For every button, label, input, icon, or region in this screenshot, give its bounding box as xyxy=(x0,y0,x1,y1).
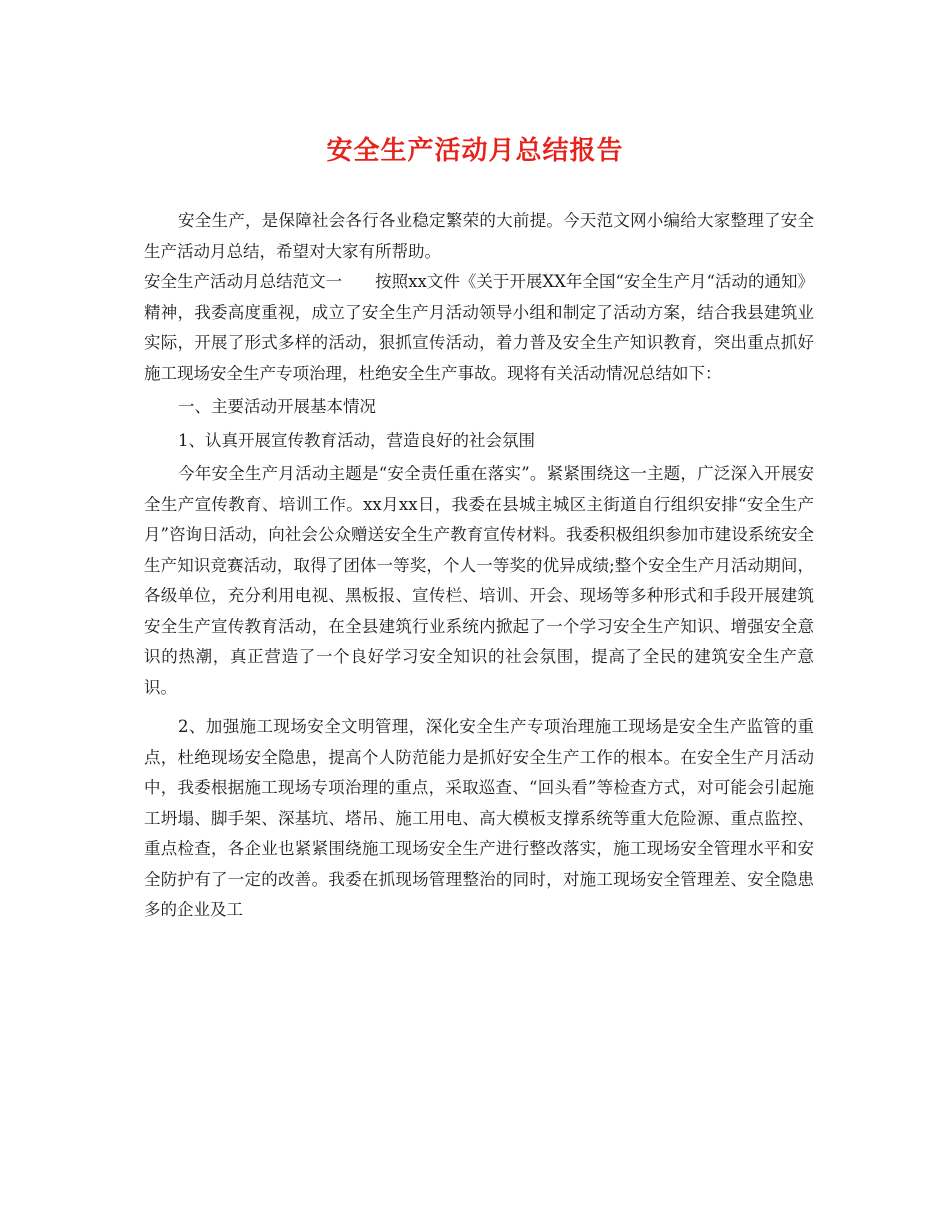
intro-paragraph: 安全生产，是保障社会各行各业稳定繁荣的大前提。今天范文网小编给大家整理了安全生产活动月总结，希望对大家有所帮助。 xyxy=(144,211,814,261)
document-title: 安全生产活动月总结报告 xyxy=(326,136,624,166)
publicity-paragraph: 今年安全生产月活动主题是“安全责任重在落实”。紧紧围绕这一主题，广泛深入开展安全生产宣传教育、培训工作。xx月xx日，我委在县城主城区主街道自行组织安排“安全生产月”咨询日活动，向社会公众赠送安全生产教育宣传材料。我委积极组织参加市建设系统安全生产知识竞赛活动，取得了团体一等奖，个人一等奖的优异成绩;整个安全生产月活动期间，各级单位，充分利用电视、黑板报、宣传栏、培训、开会、现场等多种形式和手段开展建筑安全生产宣传教育活动，在全县建筑行业系统内掀起了一个学习安全生产知识、增强安全意识的热潮，真正营造了一个良好学习安全知识的社会氛围，提高了全民的建筑安全生产意识。 xyxy=(144,464,814,697)
sample-one-paragraph: 安全生产活动月总结范文一 按照xx文件《关于开展XX年全国“安全生产月“活动的通知》精神，我委高度重视，成立了安全生产月活动领导小组和制定了活动方案，结合我县建筑业实际，开展了形式多样的活动，狠抓宣传活动，着力普及安全生产知识教育，突出重点抓好施工现场安全生产专项治理，杜绝安全生产事故。现将有关活动情况总结如下： xyxy=(144,272,814,383)
document-body xyxy=(144,206,814,926)
section-heading: 一、主要活动开展基本情况 xyxy=(178,397,376,416)
subsection-heading-1: 1、认真开展宣传教育活动，营造良好的社会氛围 xyxy=(178,430,535,450)
site-management-paragraph: 2、加强施工现场安全文明管理，深化安全生产专项治理施工现场是安全生产监管的重点，杜绝现场安全隐患，提高个人防范能力是抓好安全生产工作的根本。在安全生产月活动中，我委根据施工现场专项治理的重点，采取巡查、“回头看”等检查方式，对可能会引起施工坍塌、脚手架、深基坑、塔吊、施工用电、高大模板支撑系统等重大危险源、重点监控、重点检查，各企业也紧紧围绕施工现场安全生产进行整改落实，施工现场安全管理水平和安全防护有了一定的改善。我委在抓现场管理整治的同时，对施工现场安全管理差、安全隐患多的企业及工 xyxy=(144,717,814,919)
